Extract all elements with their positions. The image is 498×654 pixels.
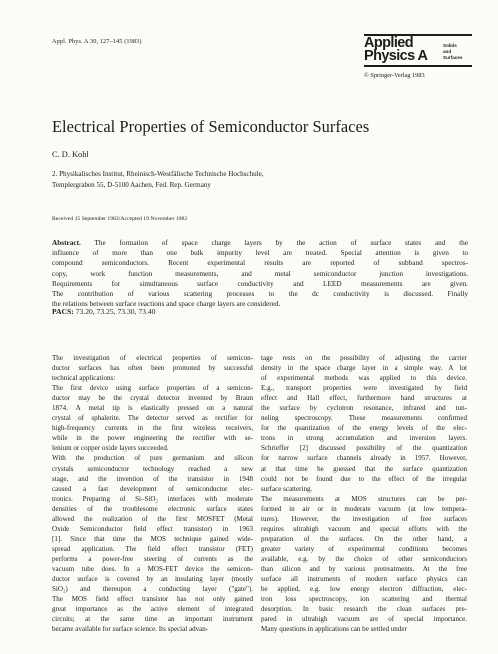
body-text-line: crystal of sphalerite. The detector served as rectifier for	[52, 414, 253, 423]
body-text-line: technical applications:	[52, 374, 116, 383]
abstract-line: influence of more than one bulk impurity level are treated. Special attention is given to	[52, 249, 468, 258]
body-text-line: The MOS field effect transistor has not only gained	[52, 595, 253, 604]
copyright-notice: © Springer-Verlag 1983	[364, 72, 425, 79]
body-text-line: tures). However, the investigation of free surfaces	[261, 514, 467, 523]
body-text-line: The investigation of electrical properties of semicon-	[52, 354, 253, 362]
body-text-line: the surface by cyclotron resonance, infrared and tun-	[261, 404, 467, 413]
body-text-line: performs a power-free steering of currents as the	[52, 554, 253, 563]
paper-title: Electrical Properties of Semiconductor Surfaces	[52, 117, 370, 136]
body-text-line: tron loss spectroscopy, ion scattering and thermal	[261, 595, 467, 604]
body-text-line: became available for surface science. Its special advan-	[52, 625, 209, 634]
body-text-line: be applied, e.g. low energy electron diffraction, elec-	[261, 585, 467, 594]
body-text-line: desorption. In basic research the clean surfaces pre-	[261, 605, 467, 614]
body-text-line: requires ultrahigh vacuum and special efforts with the	[261, 524, 467, 533]
body-column-right	[261, 353, 467, 634]
abstract-line: compound semiconductors. Recent experimental results are reported of subband spectros-	[52, 259, 468, 268]
body-text-line: 1874. A metal tip is elastically pressed on a natural	[52, 404, 253, 413]
abstract-line: The contribution of various scattering processes to the dc conductivity is discussed. Finally	[52, 289, 468, 298]
pacs-codes	[52, 307, 155, 316]
body-text-line: while in the power engineering the rectifier with se-	[52, 434, 253, 443]
abstract-text: The formation of space charge layers by the action of surface states and the	[80, 239, 468, 247]
body-text-line: caused a fast development of semiconductor elec-	[52, 484, 253, 493]
body-text-line: at that time he guessed that the surface quantization	[261, 464, 467, 473]
body-text-line: of experimental methods was applied to this device.	[261, 374, 467, 383]
body-text-line: ductor surfaces has often been promoted by successful	[52, 364, 253, 373]
body-text-line: Many questions in applications can be settled under	[261, 625, 407, 634]
body-text-line: tage rests on the possibility of adjusting the carrier	[261, 354, 467, 362]
body-text-line: E.g., transport properties were investigated by field	[261, 384, 467, 393]
body-text-line: densities of the troublesome electronic surface states	[52, 504, 253, 513]
body-text-line: than silicon and by various pretreatments. At the free	[261, 564, 467, 573]
body-column-left	[52, 353, 253, 634]
body-text-line: density in the space charge layer in a simple way. A lot	[261, 364, 467, 373]
received-dates: Received 15 September 1982/Accepted 19 November 1982	[52, 216, 188, 222]
body-text-line: for narrow surface channels already in 1957. However,	[261, 454, 467, 463]
journal-logo	[364, 34, 474, 74]
logo-bottom-rule	[364, 65, 472, 67]
body-text-line: Schrieffer [2] discussed possibility of the quantization	[261, 444, 467, 453]
body-text-line: circuits; at the same time an important instrument	[52, 615, 253, 624]
body-text-line: [1]. Since that time the MOS technique gained wide-	[52, 534, 253, 543]
affiliation-line-1: 2. Physikalisches Institut, Rheinisch-Westfälische Technische Hochschule,	[52, 170, 264, 178]
body-text-line: vacuum tube does. In a MOS-FET device the semicon-	[52, 564, 253, 573]
logo-subtitle-1: Solids	[443, 43, 457, 48]
body-text-line: neling spectroscopy. These measurements confirmed	[261, 414, 467, 423]
body-text-line: With the production of pure germanium and silicon	[52, 454, 253, 463]
body-text-line: crystals semiconductor technology reached a new	[52, 464, 253, 473]
abstract-line	[52, 238, 468, 248]
body-text-line: tronics. Preparing of Si–SiO₂ interfaces with moderate	[52, 494, 253, 503]
body-text-line: effect and Hall effect, furthermore band structures at	[261, 394, 467, 403]
body-text-line: The first device using surface properties of a semicon-	[52, 384, 253, 393]
logo-subtitle-3: Surfaces	[443, 55, 463, 60]
body-text-line: could not be found due to the effect of the irregular	[261, 474, 467, 483]
abstract-line: copy, work function measurements, and metal semiconductor junction investigations.	[52, 269, 468, 278]
logo-line-2: Physics A	[364, 48, 428, 64]
body-text-line: lenium or copper oxide layers succeeded.	[52, 444, 169, 453]
author-name: C. D. Kohl	[52, 150, 89, 159]
body-text-line: greater variety of experimental conditions becomes	[261, 544, 467, 553]
pacs-values: 73.20, 73.25, 73.30, 73.40	[73, 307, 156, 316]
body-text-line: Oxide Semiconductor field effect transistor) in 1963	[52, 524, 253, 533]
body-text-line: surface scattering.	[261, 484, 313, 493]
affiliation-line-2: Templergraben 55, D-5100 Aachen, Fed. Rep. Germany	[52, 181, 211, 189]
body-text-line: pared in ultrahigh vacuum are of special importance.	[261, 615, 467, 624]
body-text-line: stage, and the invention of the transistor in 1948	[52, 474, 253, 483]
body-text-line: spread application. The field effect transistor (FET)	[52, 544, 253, 553]
abstract-label: Abstract.	[52, 239, 81, 247]
logo-line-1: Applied	[364, 35, 413, 51]
body-text-line: preparation of the surfaces. On the other hand, a	[261, 534, 467, 543]
abstract-line: Requirements for simultaneous surface conductivity and LEED measurements are given.	[52, 279, 468, 288]
body-text-line: trons in strong accumulation and inversion layers.	[261, 434, 467, 443]
body-text-line: great importance as the active element of integrated	[52, 605, 253, 614]
body-text-line: for the quantization of the energy levels of the elec-	[261, 424, 467, 433]
body-text-line: allowed the realization of the first MOSFET (Metal	[52, 514, 253, 523]
body-text-line: The measurements at MOS structures can be per-	[261, 494, 467, 503]
body-text-line: available, e.g. by the choice of other semiconductors	[261, 554, 467, 563]
journal-reference: Appl. Phys. A 30, 127–145 (1983)	[52, 38, 142, 45]
body-text-line: high-frequency currents in the first wireless receivers,	[52, 424, 253, 433]
body-text-line: ductor may be the crystal detector invented by Braun	[52, 394, 253, 403]
abstract-line: the relations between surface reactions and space charge layers are considered.	[52, 300, 281, 309]
body-text-line: ductor surface is covered by an insulating layer (mostly	[52, 575, 253, 584]
pacs-label: PACS:	[52, 307, 74, 316]
abstract	[52, 238, 468, 309]
body-text-line: SiO₂) and thereupon a conducting layer ("gate").	[52, 585, 253, 594]
body-text-line: surface all instruments of modern surface physics can	[261, 575, 467, 584]
body-text-line: formed in air or in moderate vacuum (at low tempera-	[261, 504, 467, 513]
logo-subtitle-2: and	[443, 49, 452, 54]
